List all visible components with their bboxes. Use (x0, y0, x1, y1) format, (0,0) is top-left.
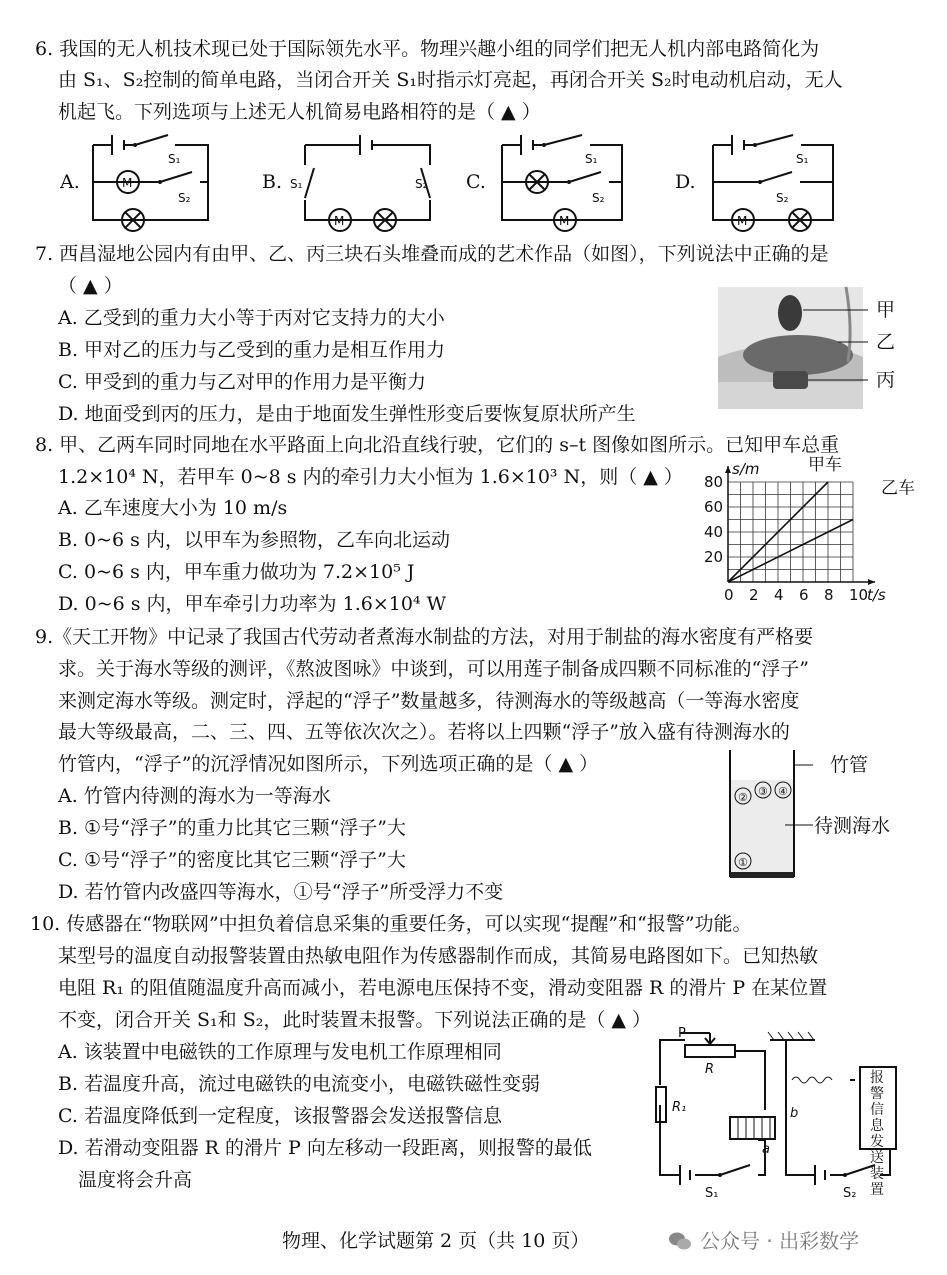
q9-tube-figure (725, 745, 815, 880)
q9-label-water: 待测海水 (814, 815, 891, 837)
page-footer: 物理、化学试题第 2 页（共 10 页） (282, 1230, 590, 1252)
q10-line-2: 某型号的温度自动报警装置由热敏电阻作为传感器制作而成，其简易电路图如下。已知热敏 (58, 945, 819, 967)
q10-label-r: R (705, 1062, 715, 1077)
q9-line-2: 求。关于海水等级的测评，《熬波图咏》中谈到，可以用莲子制备成四颗不同标准的“浮子” (58, 658, 809, 680)
q6-circuit-d (708, 130, 843, 228)
q9-option-c: C. ①号“浮子”的密度比其它三颗“浮子”大 (58, 849, 406, 871)
q10-option-c: C. 若温度降低到一定程度，该报警器会发送报警信息 (58, 1105, 502, 1127)
x-tick-label: 2 (749, 586, 759, 604)
q7-line-2: （ ▲ ） (58, 275, 123, 297)
q6-circuit-b (290, 130, 435, 228)
x-tick-label: 6 (799, 586, 809, 604)
x-tick-label: 8 (824, 586, 834, 604)
q8-st-chart (700, 455, 920, 608)
y-axis-arrow (725, 466, 731, 473)
q6-b-s2-label: S₂ (415, 177, 428, 191)
q6-d-s2-label: S₂ (776, 191, 789, 205)
q7-option-c: C. 甲受到的重力与乙对甲的作用力是平衡力 (58, 371, 426, 393)
q6-c-s2-label: S₂ (592, 191, 605, 205)
x-tick-label: 4 (774, 586, 784, 604)
q9-option-b: B. ①号“浮子”的重力比其它三颗“浮子”大 (58, 817, 406, 839)
x-axis-label: t/s (867, 586, 886, 604)
q8-line-2: 1.2×10⁴ N，若甲车 0~8 s 内的牵引力大小恒为 1.6×10³ N，则（ ▲ ） (58, 466, 683, 488)
q10-label-b: b (790, 1106, 799, 1121)
q10-option-d: D. 若滑动变阻器 R 的滑片 P 向左移动一段距离，则报警的最低 (58, 1137, 592, 1159)
q10-label-r1: R₁ (672, 1100, 687, 1115)
q10-option-b: B. 若温度升高，流过电磁铁的电流变小，电磁铁磁性变弱 (58, 1073, 541, 1095)
chart-grid (728, 482, 853, 582)
series-name-label: 甲车 (808, 455, 842, 475)
q6-c-s1-label: S₁ (585, 152, 598, 166)
q9-line-3: 来测定海水等级。测定时，浮起的“浮子”数量越多，待测海水的等级越高（一等海水密度 (58, 690, 800, 712)
q10-line-1: 10. 传感器在“物联网”中担负着信息采集的重要任务，可以实现“提醒”和“报警”功能。 (30, 913, 752, 935)
q6-circuit-a (88, 130, 228, 225)
q9-ball-3: ③ (758, 785, 768, 798)
watermark (668, 1225, 859, 1254)
y-tick-label: 60 (704, 498, 724, 516)
q10-line-3: 电阻 R₁ 的阻值随温度升高而减小，若电源电压保持不变，滑动变阻器 R 的滑片 P 在某位置 (58, 977, 828, 999)
q10-label-s1: S₁ (705, 1186, 719, 1201)
q6-line-3: 机起飞。下列选项与上述无人机简易电路相符的是（ ▲ ） (58, 101, 541, 123)
q9-line-4: 最大等级最高，二、三、四、五等依次次之）。若将以上四颗“浮子”放入盛有待测海水的 (58, 721, 790, 743)
wechat-icon (668, 1231, 692, 1251)
q6-d-s1-label: S₁ (796, 152, 809, 166)
q7-option-d: D. 地面受到丙的压力，是由于地面发生弹性形变后要恢复原状所产生 (58, 403, 636, 425)
q6-option-a-letter: A. (60, 171, 80, 193)
q7-stone-photo (718, 287, 868, 412)
q6-a-s2-label: S₂ (178, 191, 191, 205)
y-tick-label: 80 (704, 473, 724, 491)
q9-ball-2: ② (738, 791, 748, 804)
q9-line-1: 9.《天工开物》中记录了我国古代劳动者煮海水制盐的方法，对用于制盐的海水密度有严格要 (35, 626, 814, 648)
q6-line-2: 由 S₁、S₂控制的简单电路，当闭合开关 S₁时指示灯亮起，再闭合开关 S₂时电动机启动，无人 (58, 69, 843, 91)
q8-option-b: B. 0~6 s 内，以甲车为参照物，乙车向北运动 (58, 529, 450, 551)
q6-option-d-letter: D. (675, 171, 696, 193)
q8-option-a: A. 乙车速度大小为 10 m/s (58, 497, 288, 519)
q7-label-bing: 丙 (876, 369, 896, 391)
y-axis-label: s/m (732, 460, 760, 478)
chart-axes (725, 466, 875, 585)
x-tick-label: 10 (849, 586, 869, 604)
q7-label-jia: 甲 (876, 299, 896, 321)
q7-option-a: A. 乙受到的重力大小等于丙对它支持力的大小 (58, 307, 445, 329)
q6-option-b-letter: B. (262, 171, 283, 193)
q8-option-c: C. 0~6 s 内，甲车重力做功为 7.2×10⁵ J (58, 561, 415, 583)
q10-line-4: 不变，闭合开关 S₁和 S₂，此时装置未报警。下列说法正确的是（ ▲ ） (58, 1009, 652, 1031)
q8-option-d: D. 0~6 s 内，甲车牵引力功率为 1.6×10⁴ W (58, 593, 447, 615)
q7-line-1: 7. 西昌湿地公园内有由甲、乙、丙三块石头堆叠而成的艺术作品（如图），下列说法中正确的是 (35, 243, 829, 265)
q6-d-motor-label: M (737, 214, 748, 228)
q6-a-s1-label: S₁ (168, 152, 181, 166)
series-name-label: 乙车 (881, 478, 915, 499)
y-tick-label: 40 (704, 523, 724, 541)
q10-alarm-device-label: 报警信息发送装置 (870, 1070, 884, 1198)
q6-b-s1-label: S₁ (290, 177, 303, 191)
q10-label-a: a (762, 1142, 770, 1157)
x-axis-arrow (868, 579, 875, 585)
q6-b-motor-label: M (334, 214, 345, 228)
q9-line-5: 竹管内，“浮子”的沉浮情况如图所示，下列选项正确的是（ ▲ ） (58, 753, 599, 775)
q7-label-yi: 乙 (876, 331, 896, 353)
q10-option-d-cont: 温度将会升高 (78, 1169, 193, 1191)
q6-line-1: 6. 我国的无人机技术现已处于国际领先水平。物理兴趣小组的同学们把无人机内部电路简化为 (35, 38, 820, 60)
q6-circuit-c (497, 130, 637, 228)
q8-line-1: 8. 甲、乙两车同时同地在水平路面上向北沿直线行驶，它们的 s–t 图像如图所示。已知甲车总重 (35, 434, 840, 456)
q10-option-a: A. 该装置中电磁铁的工作原理与发电机工作原理相同 (58, 1041, 502, 1063)
y-tick-label: 20 (704, 548, 724, 566)
q9-ball-1: ① (738, 856, 748, 869)
q6-option-c-letter: C. (466, 171, 486, 193)
q10-label-p: P (678, 1026, 686, 1041)
q9-option-a: A. 竹管内待测的海水为一等海水 (58, 785, 331, 807)
q9-option-d: D. 若竹管内改盛四等海水，①号“浮子”所受浮力不变 (58, 881, 504, 903)
q7-option-b: B. 甲对乙的压力与乙受到的重力是相互作用力 (58, 339, 446, 361)
q6-a-motor-label: M (122, 176, 133, 190)
q9-label-tube: 竹管 (830, 754, 869, 776)
x-tick-label: 0 (724, 586, 734, 604)
q9-ball-4: ④ (778, 785, 788, 798)
q10-label-s2: S₂ (843, 1186, 857, 1201)
q6-c-motor-label: M (559, 214, 570, 228)
watermark-text: 公众号 · 出彩数学 (700, 1229, 860, 1253)
